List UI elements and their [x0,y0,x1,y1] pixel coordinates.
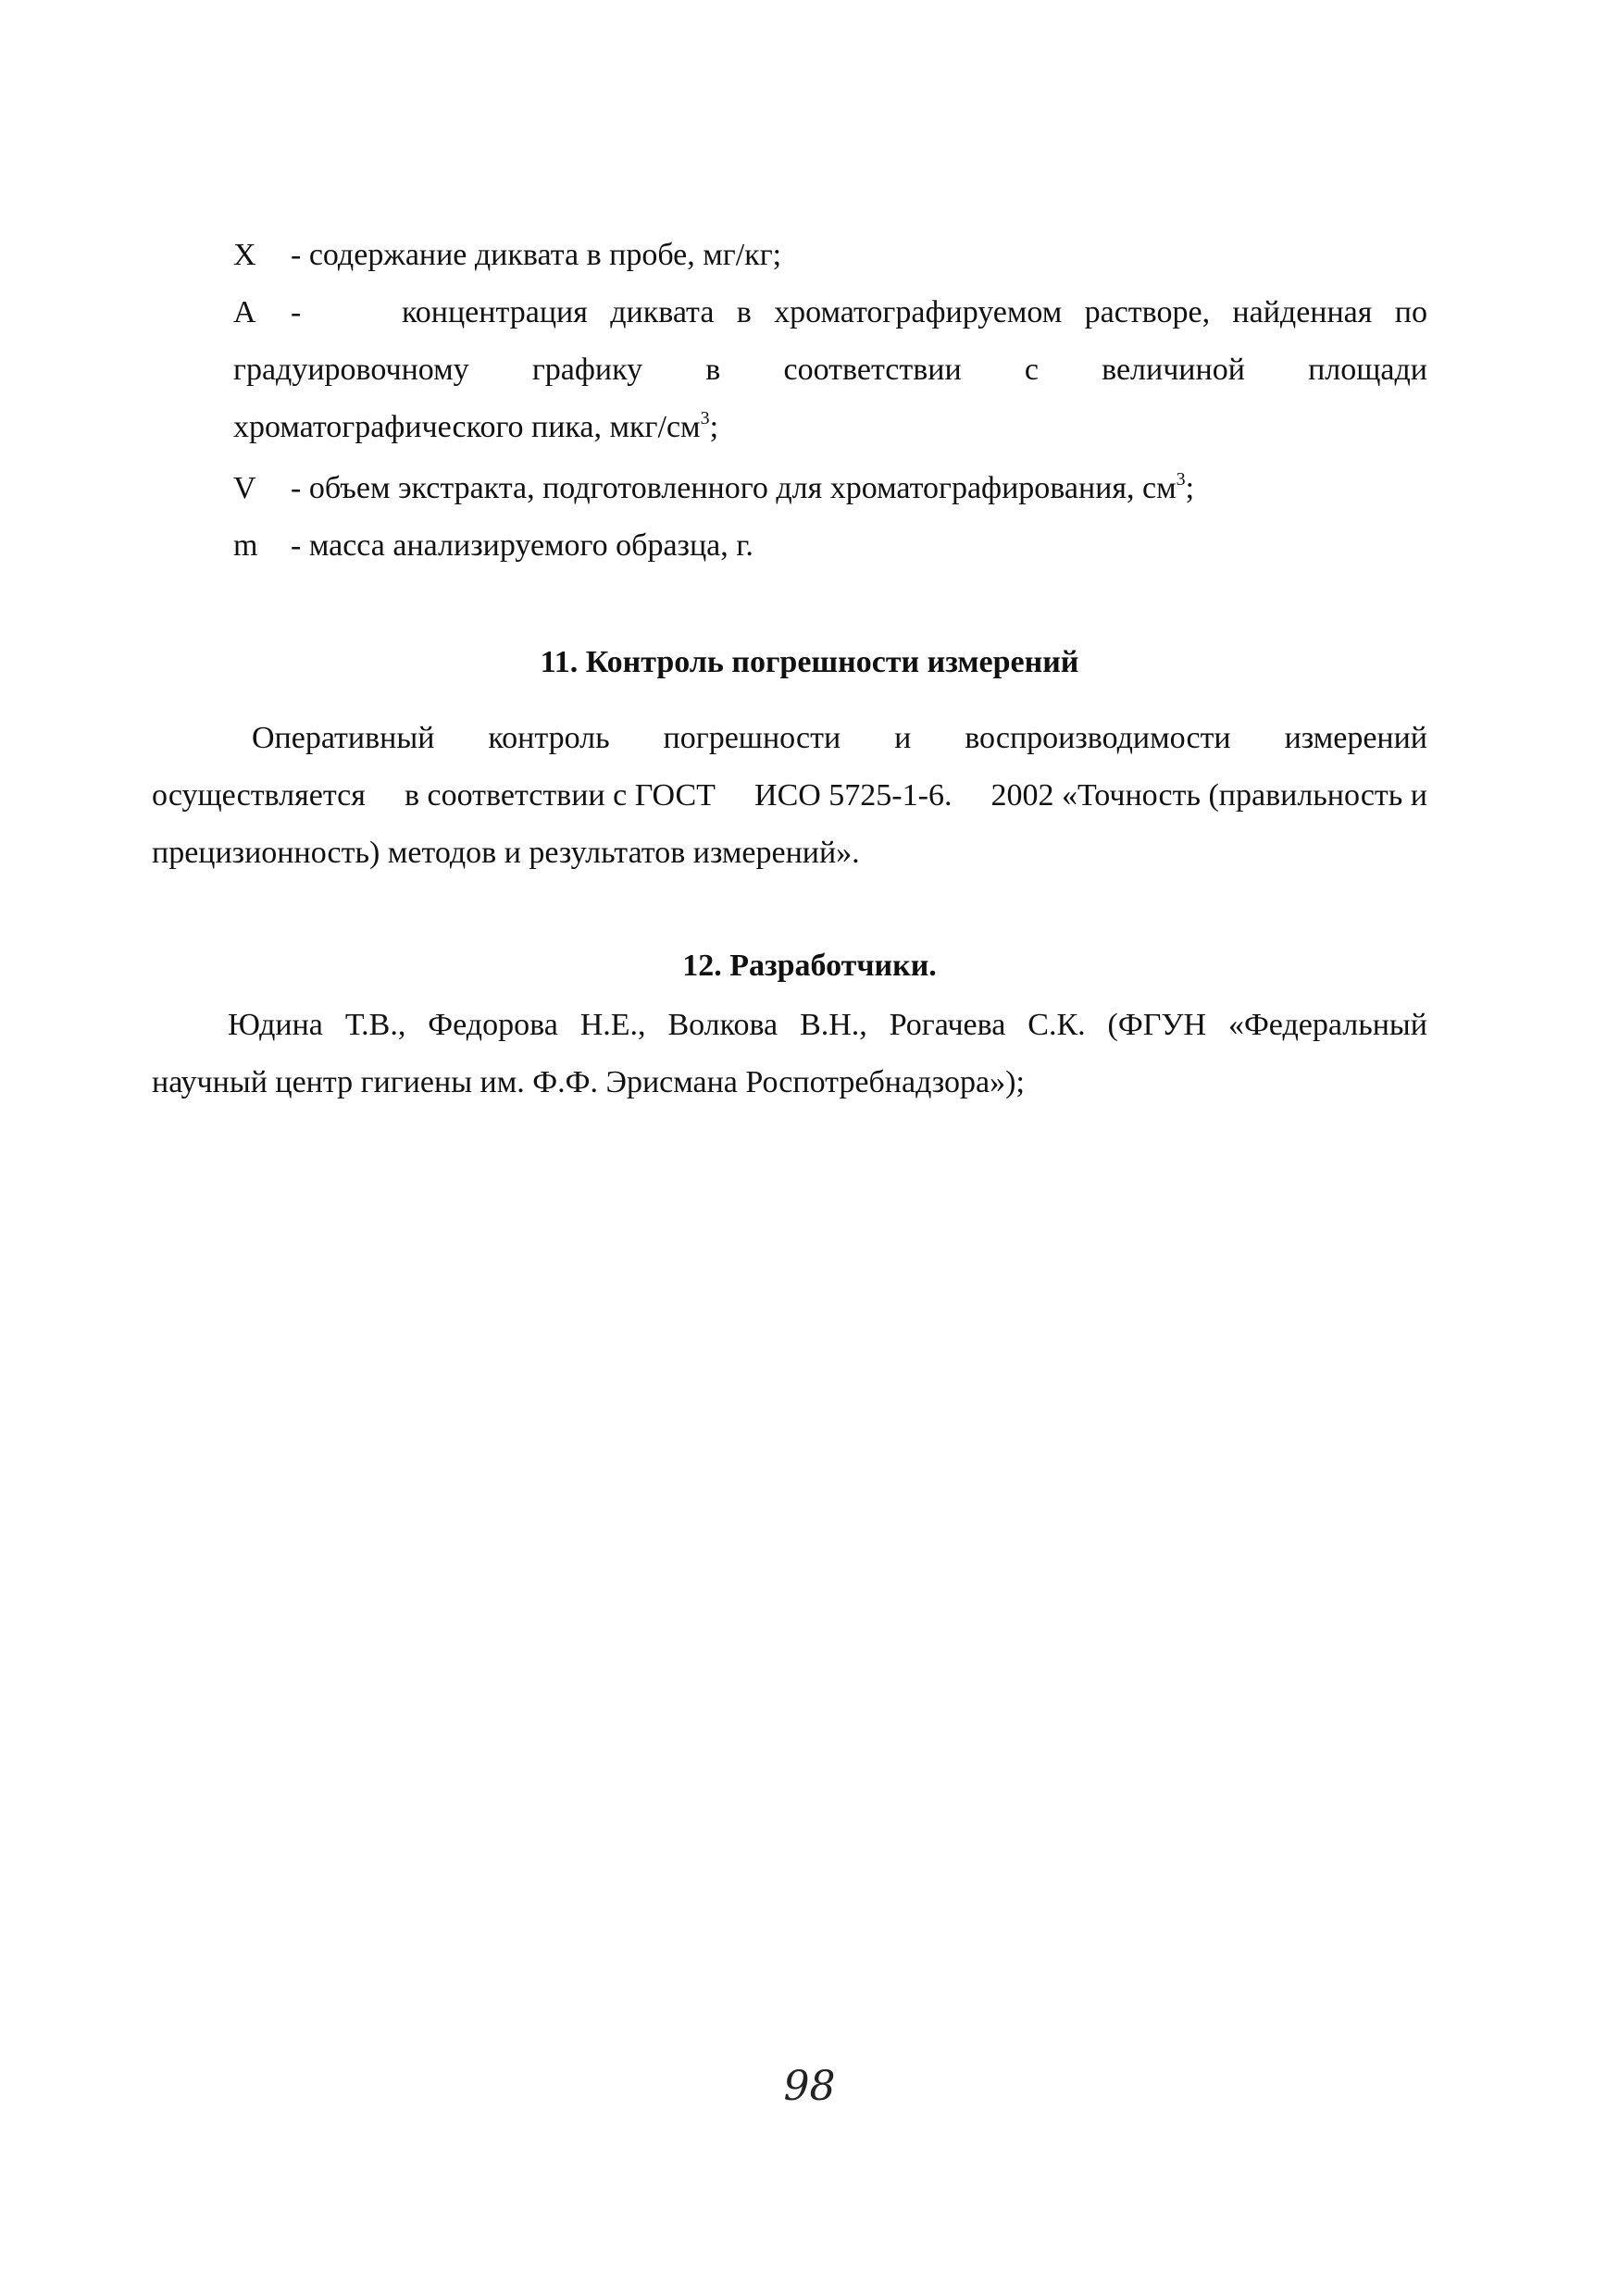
word: «Федеральный [1227,1008,1427,1042]
word: найденная [1232,295,1373,329]
punctuation: ; [709,410,719,444]
punctuation: ; [1185,471,1195,505]
symbol-a: A [233,295,256,329]
section-12-title: 12. Разработчики. [682,949,937,983]
word: градуировочному [233,353,469,387]
word: в соответствии с ГОСТ [404,778,716,813]
definition-v [233,470,1194,507]
definition-a-row1 [233,294,1427,331]
word: Волкова [667,1008,778,1042]
word: Т.В., [344,1008,406,1042]
section-12-row2: научный центр гигиены им. Ф.Ф. Эрисмана Роспотребнадзора»); [152,1065,1025,1099]
word: и [894,721,912,755]
word: с [1024,353,1039,387]
word: Рогачева [889,1008,1006,1042]
superscript: 3 [1176,469,1186,490]
word: растворе, [1084,295,1211,329]
section-11-title: 11. Контроль погрешности измерений [540,645,1079,679]
word: ИСО 5725-1-6. [754,778,953,813]
word: диквата [610,295,715,329]
word: Оперативный [252,721,435,755]
word: (ФГУН [1107,1008,1207,1042]
word: В.Н., [800,1008,867,1042]
word: Юдина [228,1008,323,1042]
section-12-row1 [228,1007,1427,1044]
word: осуществляется [152,778,366,813]
word: Федорова [428,1008,558,1042]
word: измерений [1284,721,1427,755]
definition-a-row3 [233,409,718,446]
page-number: 98 [783,2063,836,2110]
word: 2002 «Точность (правильность и [990,778,1427,813]
word: концентрация [402,295,588,329]
symbol-x: X [233,238,256,272]
word: погрешности [663,721,841,755]
word: по [1394,295,1427,329]
word: площади [1308,353,1427,387]
definition-m [233,527,753,565]
word: величиной [1102,353,1245,387]
definition-a-dash: - [291,295,302,329]
word: контроль [488,721,610,755]
section-11-row2 [152,777,1427,814]
definition-a-lead [233,294,588,331]
symbol-v: V [233,471,256,505]
definition-a-row2 [233,352,1427,389]
word: Н.Е., [579,1008,646,1042]
word: в [736,295,752,329]
definition-m-text: - масса анализируемого образца, г. [291,528,753,563]
word: воспроизводимости [965,721,1231,755]
section-11-row1 [252,720,1427,757]
word: в [705,353,721,387]
word: графику [531,353,643,387]
definition-v-text: - объем экстракта, подготовленного для хроматографирования, см [291,471,1177,505]
definition-a-text: хроматографического пика, мкг/см [233,410,701,444]
word: соответствии [783,353,962,387]
definition-x-text: - содержание диквата в пробе, мг/кг; [291,238,782,272]
section-11-row3: прецизионность) методов и результатов измерений». [152,836,860,870]
symbol-m: m [233,528,258,563]
word: С.К. [1027,1008,1086,1042]
word: хроматографируемом [774,295,1063,329]
definition-x [233,237,781,274]
superscript: 3 [700,408,710,428]
